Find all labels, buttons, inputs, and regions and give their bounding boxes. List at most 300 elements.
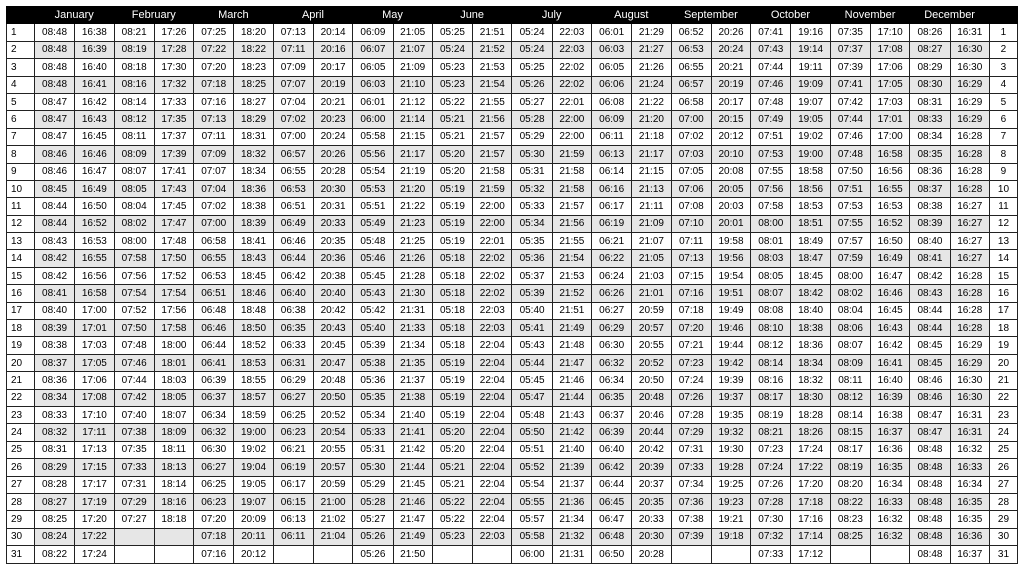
sunrise-time-cell: 08:11 (114, 128, 154, 145)
sunrise-time-cell: 05:39 (353, 337, 393, 354)
sunrise-time-cell: 06:23 (194, 493, 234, 510)
sunrise-time-cell: 06:16 (592, 180, 632, 197)
sunset-time-cell: 20:15 (711, 111, 750, 128)
sunrise-time-cell: 08:15 (830, 424, 870, 441)
sunrise-time-cell: 07:55 (830, 215, 870, 232)
sunrise-time-cell: 08:46 (34, 163, 74, 180)
sunset-time-cell: 20:21 (711, 59, 750, 76)
sunrise-time-cell: 06:41 (194, 354, 234, 371)
day-number-left: 21 (7, 372, 35, 389)
sunrise-time-cell: 07:11 (194, 128, 234, 145)
month-header-september: September (671, 7, 751, 24)
sunset-time-cell: 16:55 (75, 250, 114, 267)
sunset-time-cell: 18:03 (154, 372, 193, 389)
sunset-time-cell: 17:01 (871, 111, 910, 128)
sunrise-time-cell: 08:48 (910, 459, 950, 476)
sunset-time-cell: 18:38 (791, 320, 830, 337)
sunset-time-cell: 16:46 (75, 146, 114, 163)
sunset-time-cell: 21:58 (473, 163, 512, 180)
sunrise-time-cell: 05:24 (512, 41, 552, 58)
sunset-time-cell: 18:45 (234, 267, 273, 284)
sunset-time-cell: 18:16 (154, 493, 193, 510)
sunset-time-cell: 21:37 (552, 476, 591, 493)
sunset-time-cell: 16:30 (950, 389, 989, 406)
sunset-time-cell: 16:52 (871, 215, 910, 232)
sunset-time-cell: 21:07 (393, 41, 432, 58)
sunrise-time-cell: 06:00 (353, 111, 393, 128)
sunset-time-cell: 21:54 (552, 250, 591, 267)
sunset-time-cell: 22:02 (473, 285, 512, 302)
sunrise-time-cell: 06:00 (512, 546, 552, 563)
day-number-right: 12 (989, 215, 1017, 232)
sunset-time-cell: 16:36 (871, 441, 910, 458)
sunset-time-cell: 20:50 (313, 389, 352, 406)
sunrise-time-cell: 07:04 (194, 180, 234, 197)
table-row (7, 163, 1018, 180)
sunrise-time-cell: 05:35 (353, 389, 393, 406)
sunrise-time-cell: 07:09 (194, 146, 234, 163)
sunset-time-cell: 17:05 (75, 354, 114, 371)
sunset-time-cell: 21:27 (632, 41, 671, 58)
sunrise-time-cell: 06:53 (671, 41, 711, 58)
sunrise-time-cell: 06:49 (273, 215, 313, 232)
sunrise-time-cell: 08:31 (34, 441, 74, 458)
sunset-time-cell: 16:32 (950, 441, 989, 458)
day-number-right: 17 (989, 302, 1017, 319)
sunrise-time-cell: 06:51 (273, 198, 313, 215)
sunrise-time-cell (830, 546, 870, 563)
sunset-time-cell: 21:54 (473, 76, 512, 93)
sunset-time-cell: 18:58 (791, 163, 830, 180)
sunrise-time-cell: 07:29 (114, 493, 154, 510)
sunset-time-cell: 17:06 (871, 59, 910, 76)
day-number-right: 31 (989, 546, 1017, 563)
sunset-time-cell: 16:33 (871, 493, 910, 510)
sunrise-time-cell: 08:45 (34, 180, 74, 197)
sunrise-time-cell: 05:50 (512, 424, 552, 441)
sunrise-time-cell: 07:00 (194, 215, 234, 232)
sunrise-time-cell: 07:16 (194, 546, 234, 563)
sunrise-time-cell: 05:44 (512, 354, 552, 371)
sunrise-time-cell: 08:10 (751, 320, 791, 337)
sunrise-time-cell: 06:50 (592, 546, 632, 563)
sunrise-time-cell: 06:35 (592, 389, 632, 406)
sunrise-time-cell: 05:34 (512, 215, 552, 232)
sunrise-time-cell: 06:08 (592, 93, 632, 110)
sunrise-time-cell: 05:31 (512, 163, 552, 180)
sunset-time-cell: 20:52 (313, 406, 352, 423)
day-number-right: 3 (989, 59, 1017, 76)
sunrise-time-cell: 06:48 (592, 528, 632, 545)
sunset-time-cell: 19:58 (711, 233, 750, 250)
sunset-time-cell: 16:29 (950, 76, 989, 93)
day-number-right: 8 (989, 146, 1017, 163)
sunrise-time-cell: 07:35 (830, 24, 870, 41)
sunrise-time-cell: 06:57 (273, 146, 313, 163)
sunrise-time-cell: 05:37 (512, 267, 552, 284)
sunset-time-cell: 16:42 (75, 93, 114, 110)
sunset-time-cell: 21:17 (632, 146, 671, 163)
sunset-time-cell: 18:07 (154, 406, 193, 423)
sunrise-time-cell: 05:53 (353, 180, 393, 197)
sunrise-time-cell: 06:37 (194, 389, 234, 406)
sunrise-time-cell: 06:38 (273, 302, 313, 319)
sunrise-time-cell: 07:27 (114, 511, 154, 528)
table-row (7, 250, 1018, 267)
sunset-time-cell: 21:09 (393, 59, 432, 76)
table-row (7, 215, 1018, 232)
sunrise-time-cell: 06:58 (671, 93, 711, 110)
sunset-time-cell: 19:16 (791, 24, 830, 41)
sunrise-time-cell: 08:21 (114, 24, 154, 41)
sunrise-time-cell: 07:26 (751, 476, 791, 493)
sunset-time-cell: 16:38 (871, 406, 910, 423)
sunrise-time-cell: 05:55 (512, 493, 552, 510)
sunset-time-cell: 20:52 (632, 354, 671, 371)
sunrise-time-cell: 08:27 (910, 41, 950, 58)
sunrise-time-cell: 07:36 (671, 493, 711, 510)
sunrise-time-cell: 08:44 (34, 198, 74, 215)
sunset-time-cell: 19:30 (711, 441, 750, 458)
sunrise-time-cell: 08:08 (751, 302, 791, 319)
sunset-time-cell: 16:27 (950, 233, 989, 250)
sunrise-time-cell: 05:21 (432, 111, 472, 128)
sunrise-time-cell: 06:53 (194, 267, 234, 284)
sunrise-time-cell: 06:44 (273, 250, 313, 267)
day-number-right: 15 (989, 267, 1017, 284)
sunset-time-cell: 17:33 (154, 93, 193, 110)
sunset-time-cell: 21:55 (552, 233, 591, 250)
sunrise-time-cell: 08:39 (34, 320, 74, 337)
table-row (7, 285, 1018, 302)
sunset-time-cell: 21:36 (552, 493, 591, 510)
sunset-time-cell: 18:23 (234, 59, 273, 76)
day-number-left: 24 (7, 424, 35, 441)
sunrise-time-cell: 05:23 (432, 528, 472, 545)
sunrise-time-cell: 08:30 (910, 76, 950, 93)
sunrise-time-cell: 05:19 (432, 198, 472, 215)
table-row (7, 302, 1018, 319)
sunrise-time-cell: 07:53 (751, 146, 791, 163)
sunset-time-cell: 21:35 (393, 354, 432, 371)
sunrise-time-cell: 07:49 (751, 111, 791, 128)
sunset-time-cell: 16:45 (75, 128, 114, 145)
sunset-time-cell: 20:50 (632, 372, 671, 389)
sunset-time-cell: 21:11 (632, 198, 671, 215)
sunset-time-cell: 22:04 (473, 459, 512, 476)
sunrise-time-cell: 05:33 (512, 198, 552, 215)
month-header-august: August (592, 7, 672, 24)
sunrise-time-cell: 08:26 (910, 24, 950, 41)
sunrise-time-cell: 06:17 (592, 198, 632, 215)
sunset-time-cell: 18:34 (234, 163, 273, 180)
sunrise-time-cell: 05:22 (432, 93, 472, 110)
sunrise-time-cell: 07:57 (830, 233, 870, 250)
month-header-january: January (34, 7, 114, 24)
sunrise-time-cell: 08:17 (830, 441, 870, 458)
sunrise-time-cell: 07:24 (671, 372, 711, 389)
sunset-time-cell: 20:40 (313, 285, 352, 302)
sunset-time-cell: 21:56 (552, 215, 591, 232)
sunset-time-cell: 16:52 (75, 215, 114, 232)
sunset-time-cell: 16:46 (871, 285, 910, 302)
sunset-time-cell: 16:35 (950, 511, 989, 528)
sunset-time-cell: 18:55 (234, 372, 273, 389)
sunset-time-cell: 20:44 (632, 424, 671, 441)
sunrise-time-cell: 05:19 (432, 372, 472, 389)
sunset-time-cell: 18:25 (234, 76, 273, 93)
sunset-time-cell: 19:04 (234, 459, 273, 476)
day-number-left: 20 (7, 354, 35, 371)
sunrise-time-cell: 08:46 (910, 372, 950, 389)
sunset-time-cell: 22:03 (552, 24, 591, 41)
sunset-time-cell: 16:38 (75, 24, 114, 41)
sunrise-time-cell: 08:33 (34, 406, 74, 423)
day-number-left: 26 (7, 459, 35, 476)
sunset-time-cell: 17:28 (154, 41, 193, 58)
sunrise-time-cell: 06:03 (592, 41, 632, 58)
sunset-time-cell: 17:43 (154, 180, 193, 197)
sunrise-time-cell: 06:57 (671, 76, 711, 93)
sunrise-time-cell: 07:13 (671, 250, 711, 267)
sunset-time-cell: 17:11 (75, 424, 114, 441)
sunset-time-cell: 17:20 (791, 476, 830, 493)
sunrise-time-cell: 05:34 (353, 406, 393, 423)
sunrise-time-cell: 08:41 (910, 250, 950, 267)
sunset-time-cell: 16:31 (950, 24, 989, 41)
day-number-left: 10 (7, 180, 35, 197)
sunset-time-cell: 16:55 (871, 180, 910, 197)
sunrise-time-cell: 08:45 (910, 354, 950, 371)
table-row (7, 267, 1018, 284)
sunrise-time-cell: 06:46 (273, 233, 313, 250)
sunset-time-cell: 16:47 (75, 163, 114, 180)
sunrise-time-cell: 07:56 (751, 180, 791, 197)
sunset-time-cell: 17:54 (154, 285, 193, 302)
day-number-right: 2 (989, 41, 1017, 58)
day-number-left: 7 (7, 128, 35, 145)
sunset-time-cell: 16:29 (950, 337, 989, 354)
sunset-time-cell: 18:53 (234, 354, 273, 371)
sunrise-time-cell: 07:33 (671, 459, 711, 476)
sunset-time-cell: 18:01 (154, 354, 193, 371)
sunset-time-cell: 20:26 (313, 146, 352, 163)
sunset-time-cell: 18:57 (234, 389, 273, 406)
sunset-time-cell (154, 546, 193, 563)
sunset-time-cell: 21:28 (393, 267, 432, 284)
sunset-time-cell: 16:43 (75, 111, 114, 128)
sunset-time-cell: 20:30 (313, 180, 352, 197)
sunrise-time-cell: 08:37 (910, 180, 950, 197)
sunset-time-cell: 21:45 (393, 476, 432, 493)
day-number-right: 26 (989, 459, 1017, 476)
sunrise-time-cell: 08:47 (910, 424, 950, 441)
sunset-time-cell: 17:05 (871, 76, 910, 93)
sunrise-time-cell: 06:55 (671, 59, 711, 76)
sunset-time-cell: 19:32 (711, 424, 750, 441)
sunset-time-cell: 22:04 (473, 441, 512, 458)
sunrise-time-cell: 07:07 (194, 163, 234, 180)
sunset-time-cell: 17:48 (154, 233, 193, 250)
sunrise-time-cell: 08:43 (910, 285, 950, 302)
sunrise-time-cell: 08:24 (34, 528, 74, 545)
sunset-time-cell: 17:37 (154, 128, 193, 145)
sunset-time-cell: 22:04 (473, 406, 512, 423)
sunset-time-cell: 20:19 (313, 76, 352, 93)
day-number-right: 23 (989, 406, 1017, 423)
sunrise-time-cell: 07:20 (194, 59, 234, 76)
sunrise-time-cell: 05:21 (432, 128, 472, 145)
sunrise-time-cell: 08:44 (910, 320, 950, 337)
sunrise-time-cell: 07:15 (671, 267, 711, 284)
sunset-time-cell: 18:40 (791, 302, 830, 319)
sunrise-time-cell: 08:48 (34, 76, 74, 93)
sunrise-time-cell: 06:22 (592, 250, 632, 267)
sunset-time-cell: 22:02 (473, 267, 512, 284)
month-header-july: July (512, 7, 592, 24)
sunset-time-cell: 21:58 (552, 163, 591, 180)
sunrise-time-cell: 06:51 (194, 285, 234, 302)
day-number-right: 29 (989, 511, 1017, 528)
sunrise-time-cell: 08:37 (34, 354, 74, 371)
sunrise-time-cell: 05:49 (353, 215, 393, 232)
sunset-time-cell: 19:00 (791, 146, 830, 163)
sunset-time-cell: 22:04 (473, 337, 512, 354)
sunrise-time-cell: 07:30 (751, 511, 791, 528)
sunrise-time-cell: 06:29 (273, 372, 313, 389)
sunrise-time-cell: 07:02 (194, 198, 234, 215)
sunset-time-cell: 17:15 (75, 459, 114, 476)
sunrise-time-cell: 05:19 (432, 233, 472, 250)
sunrise-time-cell: 08:29 (34, 459, 74, 476)
sunrise-time-cell: 07:55 (751, 163, 791, 180)
sunset-time-cell: 21:19 (393, 163, 432, 180)
sunset-time-cell (154, 528, 193, 545)
sunrise-time-cell (432, 546, 472, 563)
sunrise-time-cell: 08:21 (751, 424, 791, 441)
sunrise-time-cell: 05:27 (512, 93, 552, 110)
sunset-time-cell: 16:56 (871, 163, 910, 180)
table-row (7, 406, 1018, 423)
sunset-time-cell: 16:27 (950, 215, 989, 232)
sunrise-time-cell: 07:34 (671, 476, 711, 493)
sunset-time-cell: 19:02 (234, 441, 273, 458)
sunrise-time-cell: 08:20 (830, 476, 870, 493)
sunrise-time-cell: 06:21 (273, 441, 313, 458)
sunrise-time-cell: 07:52 (114, 302, 154, 319)
sunrise-time-cell: 05:52 (512, 459, 552, 476)
sunset-time-cell: 17:20 (75, 511, 114, 528)
sunrise-time-cell: 05:58 (512, 528, 552, 545)
sunrise-time-cell: 05:54 (512, 476, 552, 493)
day-number-left: 30 (7, 528, 35, 545)
table-row (7, 24, 1018, 41)
sunrise-time-cell: 07:33 (114, 459, 154, 476)
sunset-time-cell: 19:23 (711, 493, 750, 510)
day-number-right: 4 (989, 76, 1017, 93)
sunset-time-cell: 20:19 (711, 76, 750, 93)
sunrise-time-cell: 05:22 (432, 493, 472, 510)
sunset-time-cell: 18:14 (154, 476, 193, 493)
sunrise-time-cell (114, 546, 154, 563)
sunrise-time-cell: 08:14 (830, 406, 870, 423)
sunset-time-cell: 20:59 (313, 476, 352, 493)
sunset-time-cell: 18:27 (234, 93, 273, 110)
day-number-right: 10 (989, 180, 1017, 197)
sunset-time-cell: 20:57 (632, 320, 671, 337)
sunset-time-cell: 20:12 (711, 128, 750, 145)
sunrise-time-cell: 06:44 (592, 476, 632, 493)
sunrise-time-cell: 06:55 (273, 163, 313, 180)
sunrise-time-cell: 05:20 (432, 146, 472, 163)
day-number-right: 20 (989, 354, 1017, 371)
sunrise-time-cell: 08:07 (114, 163, 154, 180)
sunrise-time-cell: 08:34 (34, 389, 74, 406)
sunrise-time-cell: 08:48 (34, 41, 74, 58)
day-number-right: 30 (989, 528, 1017, 545)
sunrise-time-cell: 06:32 (194, 424, 234, 441)
sunset-time-cell: 16:47 (871, 267, 910, 284)
sunrise-time-cell: 05:21 (432, 476, 472, 493)
sunset-time-cell: 19:39 (711, 372, 750, 389)
sunset-time-cell: 16:39 (75, 41, 114, 58)
sunrise-time-cell: 06:39 (592, 424, 632, 441)
day-number-left: 15 (7, 267, 35, 284)
sunset-time-cell: 21:49 (552, 320, 591, 337)
sunset-time-cell: 21:31 (552, 546, 591, 563)
sunset-time-cell: 21:30 (393, 285, 432, 302)
sunset-time-cell: 20:46 (632, 406, 671, 423)
sunset-time-cell: 20:26 (711, 24, 750, 41)
sunrise-time-cell: 08:02 (114, 215, 154, 232)
sunset-time-cell: 18:00 (154, 337, 193, 354)
sunset-time-cell: 21:31 (393, 302, 432, 319)
sunset-time-cell: 18:30 (791, 389, 830, 406)
sunset-time-cell: 20:31 (313, 198, 352, 215)
sunrise-time-cell: 05:24 (432, 41, 472, 58)
sunset-time-cell: 17:17 (75, 476, 114, 493)
sunset-time-cell: 20:38 (313, 267, 352, 284)
sunset-time-cell: 21:07 (632, 233, 671, 250)
sunset-time-cell: 16:53 (871, 198, 910, 215)
sunset-time-cell: 16:34 (950, 476, 989, 493)
day-number-right: 5 (989, 93, 1017, 110)
sunrise-sunset-table-container (6, 6, 1018, 564)
sunset-time-cell: 21:37 (393, 372, 432, 389)
sunset-time-cell: 20:03 (711, 198, 750, 215)
sunset-time-cell: 16:28 (950, 163, 989, 180)
sunset-time-cell: 18:13 (154, 459, 193, 476)
sunset-time-cell: 19:42 (711, 354, 750, 371)
sunset-time-cell: 20:08 (711, 163, 750, 180)
sunrise-time-cell: 08:48 (910, 511, 950, 528)
day-number-right: 9 (989, 163, 1017, 180)
sunrise-time-cell: 06:33 (273, 337, 313, 354)
sunset-time-cell: 22:01 (552, 93, 591, 110)
sunset-time-cell: 18:36 (234, 180, 273, 197)
sunrise-time-cell: 08:46 (910, 389, 950, 406)
sunset-time-cell: 19:02 (791, 128, 830, 145)
sunset-time-cell: 21:58 (552, 180, 591, 197)
day-number-left: 2 (7, 41, 35, 58)
sunrise-time-cell: 08:47 (34, 128, 74, 145)
sunrise-time-cell: 08:47 (910, 406, 950, 423)
sunrise-time-cell: 06:25 (194, 476, 234, 493)
sunrise-time-cell: 07:42 (114, 389, 154, 406)
sunrise-time-cell: 07:23 (751, 441, 791, 458)
sunrise-time-cell: 08:29 (910, 59, 950, 76)
sunrise-time-cell: 05:33 (353, 424, 393, 441)
